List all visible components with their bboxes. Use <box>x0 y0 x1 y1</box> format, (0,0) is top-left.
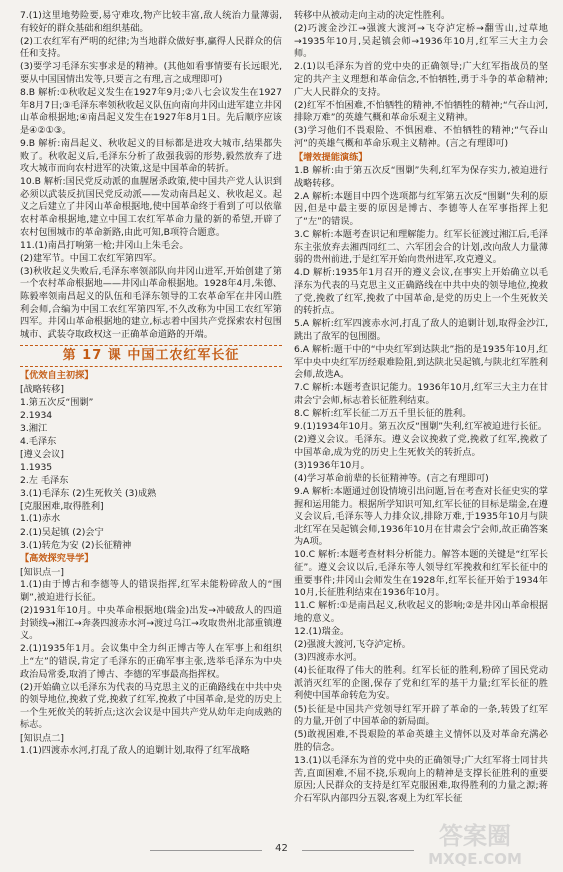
answer-line: (2)红军不怕困难,不怕牺牲的精神,不怕牺牲的精神;“气吞山河,排除万难”的英雄气概和革命乐观主义精神。 <box>294 99 548 124</box>
answer-line: 12.(1)瑞金。 <box>294 626 350 637</box>
answer-line: 7.(1)这里地势险要,易守难攻,物产比较丰富,敌人统治力量薄弱,有较好的群众基础和组织基础。 <box>20 10 282 34</box>
answer-line: (4)长征取得了伟大的胜利。红军长征的胜利,粉碎了国民党动派消灭红军的企图,保存了党和红军的基干力量;红军长征的胜利使中国革命转危为安。 <box>294 665 548 702</box>
answer-line: 1.第五次反“围剿” <box>20 396 94 408</box>
subsection-heading: [知识点一] <box>20 566 64 578</box>
answer-line: (2)开始确立以毛泽东为代表的马克思主义的正确路线在中共中央的领导地位,挽救了党,挽救了红军,挽救了中国革命,是党的历史上一个生死攸关的转折点;这次会议是中国共产党从幼年走向成熟的标志。 <box>20 681 282 731</box>
answer-line: 10.B 解析:国民党反动派的血腥屠杀政策,使中国共产党人认识到必须以武装反抗国民党反动派——发动南昌起义、秋收起义。起义之后建立了井冈山革命根据地,使中国革命终于看到了可以依靠农村革命根据地,建立中国工农红军革命力量的新的希望,开辟了农村包围城市的革命新路,由此可知,B项符合题意。 <box>20 176 282 238</box>
answer-line: (3)要学习毛泽东实事求是的精神。(其他如看事情要有长远眼光,要从中国国情出发等,只要言之有理,言之成理即可) <box>20 61 282 85</box>
answer-line: 7.C 解析:本题考查识记能力。1936年10月,红军三大主力在甘肃会宁会师,标志着长征胜利结束。 <box>294 382 548 406</box>
answer-line: 8.C 解析:红军长征二万五千里长征的胜利。 <box>294 407 472 419</box>
answer-line: 11.C 解析:①是南昌起义,秋收起义的影响;②是井冈山革命根据地的意义。 <box>294 600 548 624</box>
answer-line: 3.C 解析:本题考查识记和理解能力。红军长征渡过湘江后,毛泽东主张放弃去湘西同红二、六军团会合的计划,改向敌人力量薄弱的贵州前进,于是红军开始向贵州进军,攻克遵义。 <box>294 229 548 266</box>
answer-line: 1.(1)赤水 <box>20 513 61 525</box>
section-tag: 【高效探究导学】 <box>20 553 94 565</box>
section-tag: 【优效自主初探】 <box>20 370 94 382</box>
answer-line: 9.A 解析:本题通过创设情境引出问题,旨在考查对长征史实的掌握和运用能力。根据所学知识可知,红军长征的目标是瑞金,在遵义会议后,毛泽东等人力排众议,排除万难,于1935年10月与陕北红军在吴起镇会师,1936年10月在甘肃会宁会师,故正确答案为A项。 <box>294 485 548 548</box>
page-number: 42 <box>275 843 288 854</box>
answer-line: (2)工农红军有严明的纪律;为当地群众做好事,赢得人民群众的信任和支持。 <box>20 35 282 60</box>
subsection-heading: [克服困难,取得胜利] <box>20 500 104 512</box>
lesson-title-text: 第 17 课 中国工农红军长征 <box>62 348 240 364</box>
watermark-line2: MXQE.COM <box>428 850 522 868</box>
subsection-heading: [战略转移] <box>20 384 64 396</box>
answer-line: 5.A 解析:红军四渡赤水河,打乱了敌人的追剿计划,取得金沙江,跳出了敌军的包围圈。 <box>294 318 548 342</box>
answer-line: 6.A 解析:题干中的“中央红军到达陕北”指的是1935年10月,红军中央中央红军历经艰难险阻,到达陕北吴起镇,与陕北红军胜利会师,故选A。 <box>294 343 548 381</box>
answer-line: 1.(1)四渡赤水河,打乱了敌人的追剿计划,取得了红军战略 <box>20 745 250 757</box>
answer-line: (3)秋收起义失败后,毛泽东率领部队向井冈山进军,开始创建了第一个农村革命根据地——井冈山革命根据地。1928年4月,朱德、陈毅率领南昌起义的队伍和毛泽东领导的工农革命军在井冈山胜利会师,合编为中国工农红军第四军,不久改称为中国工农红军第四军。井冈山革命根据地的建立,标志着中国共产党探索农村包围城市、武装夺取政权这一正确革命道路的开端。 <box>20 265 282 340</box>
answer-line: (2)强渡大渡河,飞夺泸定桥。 <box>294 639 411 651</box>
answer-line: 4.毛泽东 <box>20 435 57 447</box>
answer-line: (4)学习革命前辈的长征精神等。(言之有理即可) <box>294 472 489 484</box>
watermark-line1: 答案圈 <box>439 822 511 850</box>
answer-line: 2.(1)1935年1月。会议集中全力纠正博古等人在军事上和组织上“左”的错误,肯定了毛泽东的正确军事主张,选举毛泽东为中央政治局常委,取消了博古、李德的军事最高指挥权。 <box>20 643 282 680</box>
left-column <box>20 10 282 758</box>
answer-line: 3.(1)毛泽东 (2)生死攸关 (3)成熟 <box>20 487 157 499</box>
answer-line: 13.(1)以毛泽东为首的党中央的正确领导;广大红军将士同甘共苦,直面困难,不屈不挠,乐观向上的精神是支撑长征胜利的重要原因;人民群众的支持是红军克服困难,取得胜利的力量之源;蒋介石军队内部四分五裂,客观上为红军长征 <box>294 754 548 804</box>
answer-line: 3.湘江 <box>20 422 48 434</box>
answer-line: 3.(1)转危为安 (2)长征精神 <box>20 539 132 551</box>
subsection-heading: [遵义会议] <box>20 449 64 460</box>
section-tag: 【增效提能演练】 <box>294 151 368 163</box>
answer-line: (2)巧渡金沙江→强渡大渡河→飞夺泸定桥→翻雪山,过草地→1935年10月,吴起镇会师→1936年10月,红军三大主力会师。 <box>294 23 548 60</box>
right-column <box>294 10 548 806</box>
answer-line: 2.(1)以毛泽东为首的党中央的正确领导;广大红军指战员的坚定的共产主义理想和革命信念,不怕牺牲,勇于斗争的革命精神;广大人民群众的支持。 <box>294 61 548 98</box>
answer-line: 4.D 解析:1935年1月召开的遵义会议,在事实上开始确立以毛泽东为代表的马克思主义正确路线在中共中央的领导地位,挽救了党,挽救了红军,挽救了中国革命,是党的历史上一个生死攸关的转折点。 <box>294 267 548 317</box>
answer-line: 1.(1)由于博古和李德等人的错误指挥,红军未能粉碎敌人的“围剿”,被迫进行长征。 <box>20 579 282 604</box>
answer-line: 2.(1)吴起镇 (2)会宁 <box>20 526 104 538</box>
lesson-title <box>20 345 282 367</box>
answer-line: (2)建军节。中国工农红军第四军。 <box>20 252 162 264</box>
answer-line: 9.(1)1934年10月。第五次反“围剿”失利,红军被迫进行长征。 <box>294 421 548 432</box>
answer-line: 8.B 解析:①秋收起义发生在1927年9月;②八七会议发生在1927年8月7日;③毛泽东率领秋收起义队伍向南向井冈山进军建立井冈山革命根据地;④南昌起义发生在1927年8月1日。先后顺序应该是④②①③。 <box>20 87 282 136</box>
answer-line: 9.B 解析:南昌起义、秋收起义的目标都是进攻大城市,结果都失败了。秋收起义后,毛泽东分析了敌强我弱的形势,毅然放弃了进攻大城市而向农村进军的决策,这是中国革命的转折。 <box>20 137 282 175</box>
answer-line: (2)遵义会议。毛泽东。遵义会议挽救了党,挽救了红军,挽救了中国革命,成为党的历史上生死攸关的转折点。 <box>294 434 548 458</box>
answer-line: 2.左 毛泽东 <box>20 474 69 486</box>
answer-line: 转移中从被动走向主动的决定性胜利。 <box>294 10 451 21</box>
answer-line: (3)学习他们不畏艰险、不惧困难、不怕牺牲的精神;“气吞山河”的英雄气概和革命乐观主义精神。(言之有理即可) <box>294 125 548 149</box>
answer-line: 2.A 解析:本题目中四个选项都与红军第五次反“围剿”失利的原因,但是中最主要的原因是博古、李德等人在军事指挥上犯了“左”的错误。 <box>294 190 548 227</box>
answer-line: 11.(1)南昌打响第一枪;井冈山上朱毛会。 <box>20 239 189 251</box>
answer-line: (2)1931年10月。中央革命根据地(瑞金)出发→冲破敌人的四道封锁线→湘江→奔袭四渡赤水河→渡过乌江→攻取贵州北部重镇遵义。 <box>20 605 282 642</box>
answer-line: (3)四渡赤水河。 <box>294 652 363 664</box>
subsection-heading: [知识点二] <box>20 732 64 744</box>
answer-line: (5)敢视困难,不畏艰险的革命英雄主义情怀以及对革命充满必胜的信念。 <box>294 729 548 753</box>
answer-line: 2.1934 <box>20 409 53 421</box>
answer-line: 1.B 解析:由于第五次反“围剿”失利,红军为保存实力,被迫进行战略转移。 <box>294 165 548 189</box>
answer-line: 1.1935 <box>20 461 53 473</box>
answer-line: 10.C 解析:本题考查材料分析能力。解答本题的关键是“红军长征”。遵义会议以后,毛泽东等人领导红军挽救和红军长征中的重要事件;井冈山会师发生在1928年,红军长征开始于1934年10月,长征胜利结束在1936年10月。 <box>294 549 548 599</box>
answer-line: (5)长征是中国共产党领导红军开辟了革命的一条,转毁了红军的力量,开创了中国革命的新局面。 <box>294 703 548 728</box>
watermark-logo <box>395 818 555 870</box>
answer-line: (3)1936年10月。 <box>294 459 370 471</box>
